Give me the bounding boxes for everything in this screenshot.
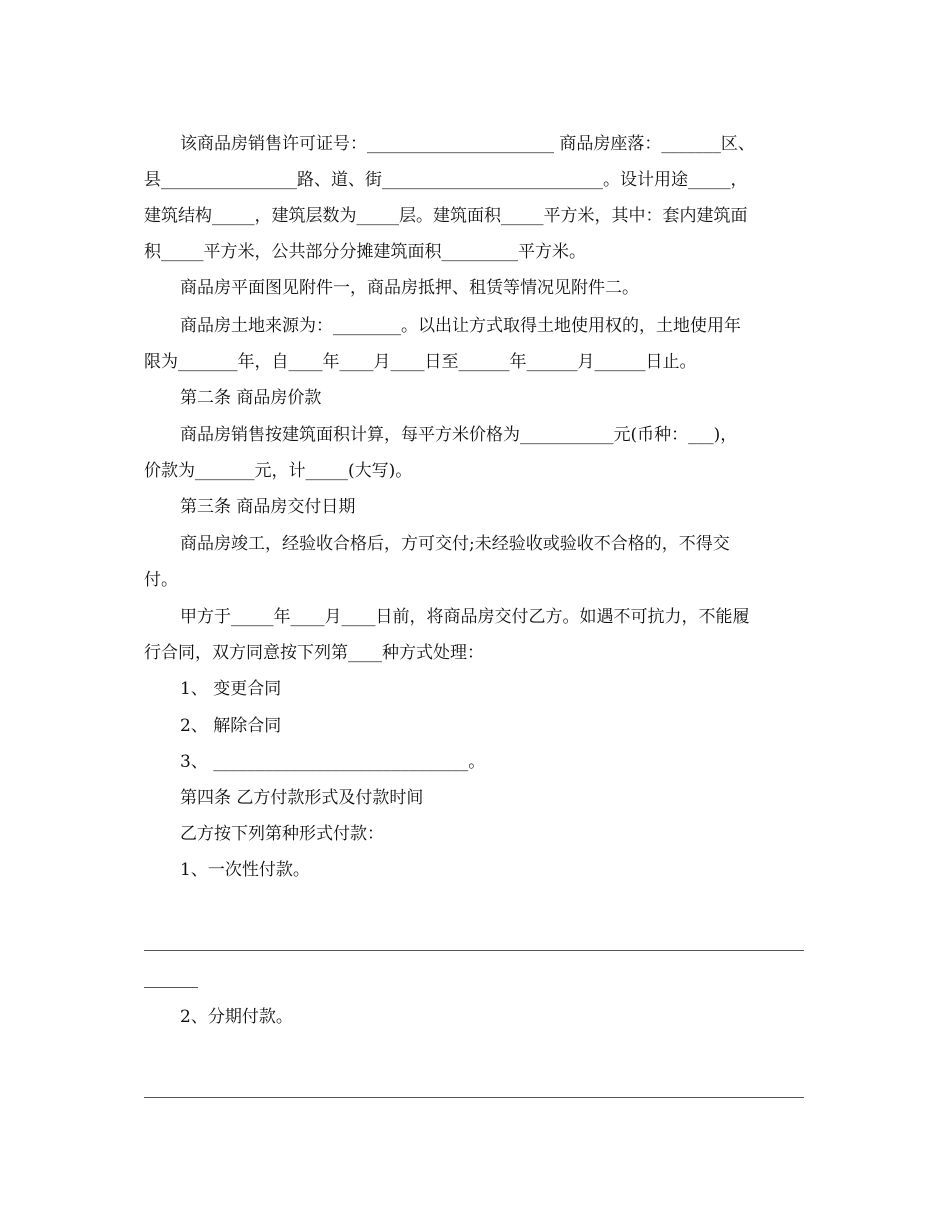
delivery-date-line: 甲方于_____年____月____日前，将商品房交付乙方。如遇不可抗力，不能履 <box>180 607 750 627</box>
option-three: 3、 ______________________________。 <box>180 752 486 772</box>
attachments-line: 商品房平面图见附件一，商品房抵押、租赁等情况见附件二。 <box>180 278 639 298</box>
installment-payment: 2、分期付款。 <box>180 1007 293 1027</box>
lump-sum-blank-line <box>144 950 804 951</box>
land-source-line: 商品房土地来源为：________。以出让方式取得土地使用权的，土地使用年 <box>180 316 741 336</box>
unit-price-line: 商品房销售按建筑面积计算，每平方米价格为___________元(币种：___)， <box>180 425 738 445</box>
payment-method-line: 乙方按下列第种形式付款： <box>180 824 384 844</box>
article-four-heading: 第四条 乙方付款形式及付款时间 <box>180 788 424 808</box>
article-three-heading: 第三条 商品房交付日期 <box>180 497 356 517</box>
structure-line: 建筑结构_____，建筑层数为_____层。建筑面积_____平方米，其中：套内建筑面 <box>144 206 748 226</box>
total-price-line: 价款为_______元，计_____(大写)。 <box>144 461 413 481</box>
force-majeure-line: 行合同，双方同意按下列第____种方式处理： <box>144 643 484 663</box>
completion-line: 商品房竣工，经验收合格后，方可交付;未经验收或验收不合格的，不得交 <box>180 534 730 554</box>
location-line: 县________________路、道、街__________________________。设计用途_____， <box>144 170 748 190</box>
lump-sum-payment: 1、一次性付款。 <box>180 860 310 880</box>
land-term-line: 限为_______年，自____年____月____日至______年______月______日止。 <box>144 352 697 372</box>
lump-sum-blank-line-end <box>144 987 198 988</box>
area-line: 积_____平方米，公共部分分摊建筑面积_________平方米。 <box>144 242 586 262</box>
completion-line-end: 付。 <box>144 570 178 590</box>
option-two: 2、 解除合同 <box>180 716 282 736</box>
installment-blank-line <box>144 1097 804 1098</box>
option-one: 1、 变更合同 <box>180 679 282 699</box>
article-two-heading: 第二条 商品房价款 <box>180 388 322 408</box>
sales-permit-line: 该商品房销售许可证号：______________________ 商品房座落：_______区、 <box>180 134 755 154</box>
